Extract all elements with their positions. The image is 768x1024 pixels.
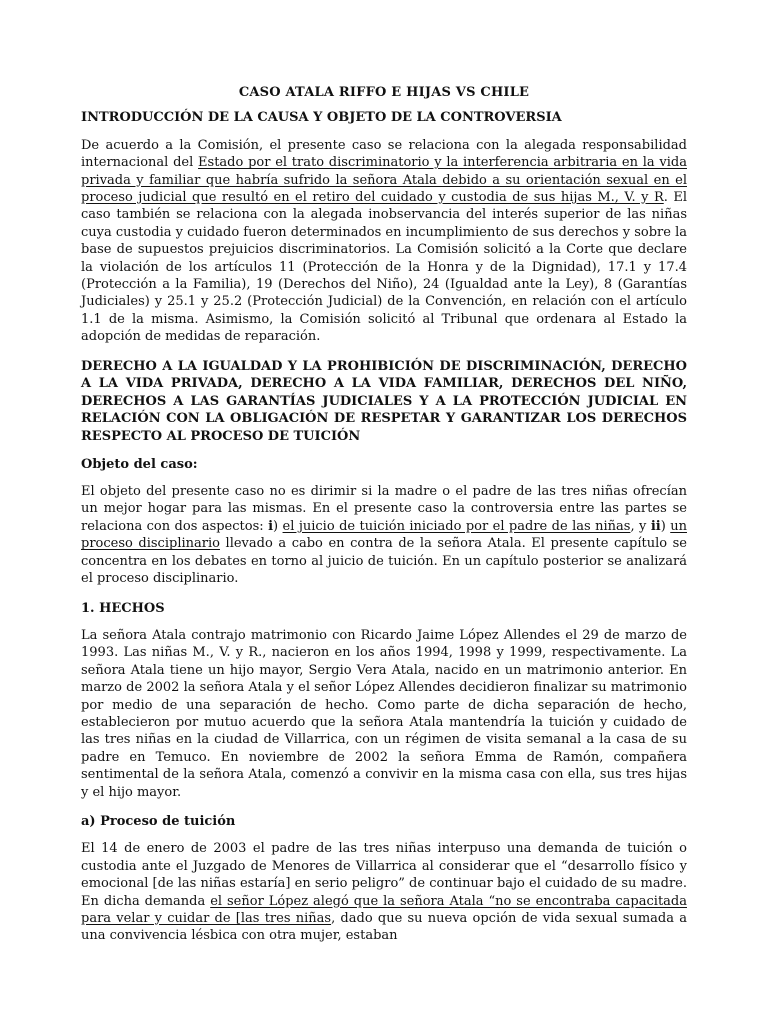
intro-underlined-text: Estado por el trato discriminatorio y la interferencia arbitraria en la vida privada y familiar que habría sufrido la señora Atala debido a su orientación sexual en el proceso judicial que resultó en el retiro del cuidado y custodia de sus hijas M., V. y R [81, 155, 687, 206]
objeto-underlined-2: un proceso disciplinario [81, 518, 687, 552]
rights-heading: DERECHO A LA IGUALDAD Y LA PROHIBICIÓN DE DISCRIMINACIÓN, DERECHO A LA VIDA PRIVADA, DERECHO A LA VIDA FAMILIAR, DERECHOS DEL NIÑO, DERECHOS A LAS GARANTÍAS JUDICIALES Y A LA PROTECCIÓN JUDICIAL EN RELACIÓN CON LA OBLIGACIÓN DE RESPETAR Y GARANTIZAR LOS DERECHOS RESPECTO AL PROCESO DE TUICIÓN [81, 358, 687, 445]
intro-text-a: De acuerdo a la Comisión, el presente caso se relaciona con la alegada responsabilidad internacional del [81, 137, 687, 171]
objeto-paren-1: ) [273, 518, 283, 534]
hechos-heading: 1. HECHOS [81, 600, 165, 616]
tuicion-text-b: , dado que su nueva opción de vida sexual sumada a una convivencia lésbica con otra mujer, estaban [81, 911, 687, 944]
tuicion-paragraph [81, 840, 687, 944]
tuicion-text-a: El 14 de enero de 2003 el padre de las tres niñas interpuso una demanda de tuición o custodia ante el Juzgado de Menores de Villarrica al considerar que el “desarrollo físico y emocional [de las niñas estaría] en serio peligro” de continuar bajo el cuidado de su madre. En dicha demanda [81, 841, 687, 909]
objeto-heading: Objeto del caso: [81, 456, 198, 472]
document-page [81, 84, 687, 957]
tuicion-heading: a) Proceso de tuición [81, 813, 236, 829]
objeto-paragraph [81, 483, 687, 587]
objeto-marker-ii: ii [650, 518, 661, 534]
document-title: CASO ATALA RIFFO E HIJAS VS CHILE [238, 85, 530, 100]
objeto-underlined-1: el juicio de tuición iniciado por el padre de las niñas [282, 518, 631, 534]
objeto-paren-2: ) [660, 518, 671, 534]
objeto-text-a: El objeto del presente caso no es dirimir si la madre o el padre de las tres niñas ofrecían un mejor hogar para las mismas. En el presente caso la controversia entre las partes se relaciona con dos aspectos: [81, 484, 687, 534]
objeto-text-b: , y [630, 518, 651, 534]
intro-heading: INTRODUCCIÓN DE LA CAUSA Y OBJETO DE LA CONTROVERSIA [81, 110, 562, 126]
objeto-marker-i: i [268, 518, 274, 534]
intro-text-b: . El caso también se relaciona con la alegada inobservancia del interés superior de las niñas cuya custodia y cuidado fueron determinados en incumplimiento de sus derechos y sobre la base de supuestos prejuicios discriminatorios. La Comisión solicitó a la Corte que declare la violación de los artículos 11 (Protección de la Honra y de la Dignidad), 17.1 y 17.4 (Protección a la Familia), 19 (Derechos del Niño), 24 (Igualdad ante la Ley), 8 (Garantías Judiciales) y 25.1 y 25.2 (Protección Judicial) de la Convención, en relación con el artículo 1.1 de la misma. Asimismo, la Comisión solicitó al Tribunal que ordenara al Estado la adopción de medidas de reparación. [81, 190, 687, 345]
hechos-paragraph: La señora Atala contrajo matrimonio con Ricardo Jaime López Allendes el 29 de marzo de 1993. Las niñas M., V. y R., nacieron en los años 1994, 1998 y 1999, respectivamente. La señora Atala tiene un hijo mayor, Sergio Vera Atala, nacido en un matrimonio anterior. En marzo de 2002 la señora Atala y el señor López Allendes decidieron finalizar su matrimonio por medio de una separación de hecho. Como parte de dicha separación de hecho, establecieron por mutuo acuerdo que la señora Atala mantendría la tuición y cuidado de las tres niñas en la ciudad de Villarrica, con un régimen de visita semanal a la casa de su padre en Temuco. En noviembre de 2002 la señora Emma de Ramón, compañera sentimental de la señora Atala, comenzó a convivir en la misma casa con ella, sus tres hijas y el hijo mayor. [81, 627, 687, 800]
objeto-text-c: llevado a cabo en contra de la señora Atala. El presente capítulo se concentra en los debates en torno al juicio de tuición. En un capítulo posterior se analizará el proceso disciplinario. [81, 536, 687, 587]
intro-paragraph [81, 137, 687, 346]
tuicion-underlined-text: el señor López alegó que la señora Atala “no se encontraba capacitada para velar y cuidar de [las tres niñas [81, 893, 687, 926]
